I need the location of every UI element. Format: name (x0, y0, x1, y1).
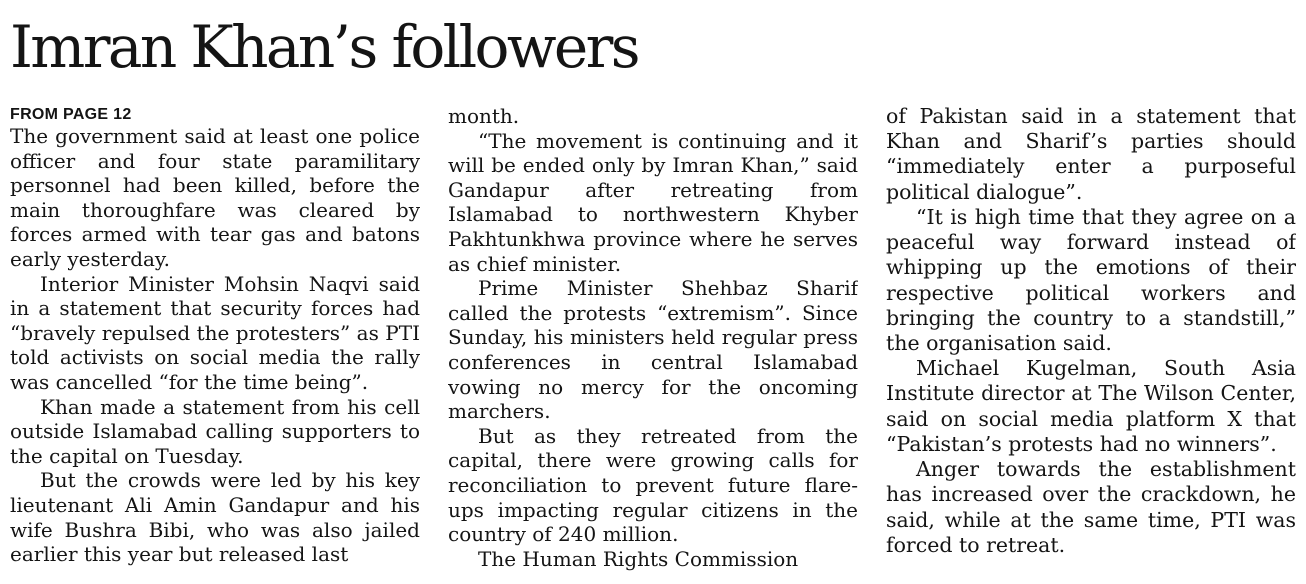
paragraph: Khan made a statement from his cell outside Islamabad calling supporters to the capital on Tuesday. (10, 394, 420, 468)
paragraph: of Pakistan said in a statement that Khan and Sharif’s parties should “immediately enter a purposeful political dialogue”. (886, 104, 1296, 204)
paragraph: Michael Kugelman, South Asia Institute director at The Wilson Center, said on social media platform X that “Pakistan’s protests had no winners”. (886, 356, 1296, 456)
paragraph: Prime Minister Shehbaz Sharif called the protests “extremism”. Since Sunday, his ministers held regular press conferences in central Islamabad vowing no mercy for the oncoming marchers. (448, 276, 858, 424)
article-column-3 (886, 104, 1296, 576)
paragraph: But the crowds were led by his key lieutenant Ali Amin Gandapur and his wife Bushra Bibi, who was also jailed earlier this year but released last (10, 468, 420, 567)
paragraph: The Human Rights Commission (478, 546, 799, 571)
paragraph: “It is high time that they agree on a peaceful way forward instead of whipping up the emotions of their respective political workers and bringing the country to a standstill,” the organisation said. (886, 204, 1296, 355)
article-column-2 (448, 104, 858, 576)
paragraph: The government said at least one police officer and four state paramilitary personnel had been killed, before the main thoroughfare was cleared by forces armed with tear gas and batons early yesterday. (10, 124, 420, 271)
article-column-1 (10, 104, 420, 576)
paragraph: Anger towards the establishment has increased over the crackdown, he said, while at the same time, PTI was forced to retreat. (886, 457, 1296, 557)
paragraph: But as they retreated from the capital, there were growing calls for reconciliation to prevent future flare-ups impacting regular citizens in the country of 240 million. (448, 423, 858, 547)
paragraph: Interior Minister Mohsin Naqvi said in a statement that security forces had “bravely repulsed the protesters” as PTI told activists on social media the rally was cancelled “for the time being”. (10, 271, 420, 394)
paragraph: month. (448, 104, 520, 128)
continuation-kicker: FROM PAGE 12 (10, 106, 132, 123)
headline: Imran Khan’s followers (10, 13, 638, 81)
paragraph: “The movement is continuing and it will be ended only by Imran Khan,” said Gandapur after retreating from Islamabad to northwestern Khyber Pakhtunkhwa province where he serves as chief minister. (448, 128, 858, 276)
